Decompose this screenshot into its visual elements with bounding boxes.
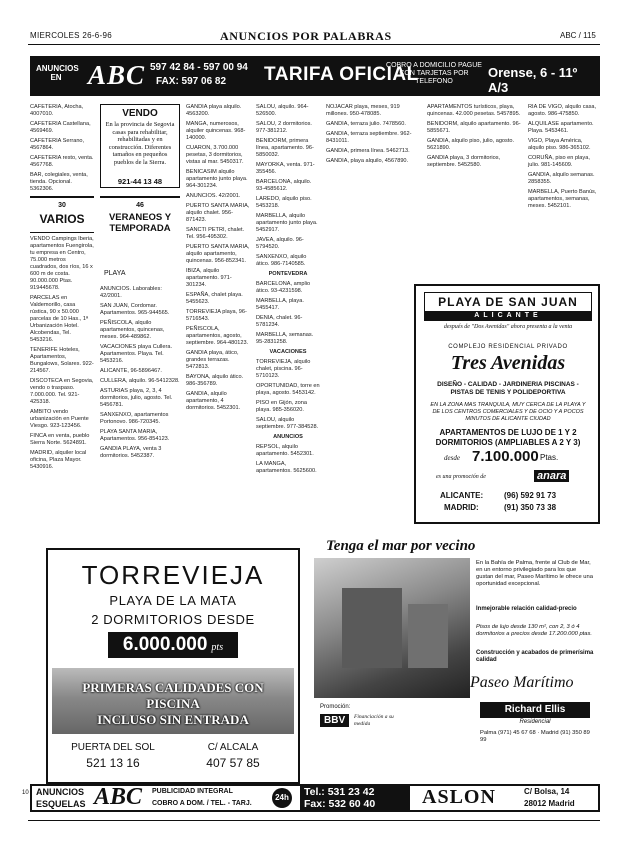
- building-shape: [408, 604, 448, 668]
- classified-ad: RIA DE VIGO, alquilo casa, agosto. 986-475850.: [528, 104, 597, 117]
- bank-note: Financiación a su medida: [354, 714, 394, 727]
- classified-ad: GANDIA, alquilo piso, julio, agosto. 5621890.: [427, 138, 515, 151]
- footer-middle2: COBRO A DOM. / TEL. - TARJ.: [152, 800, 252, 807]
- classified-ad: VACACIONES playa Cullera. Apartamentos. Playa. Tel. 5453216.: [100, 344, 173, 364]
- promoter-label: es una promoción de: [436, 474, 486, 480]
- san-juan-ad: [414, 284, 600, 524]
- torrevieja-photo: [52, 668, 294, 734]
- classified-ad: SALOU, alquilo septiembre. 977-384528.: [256, 417, 319, 430]
- bottom-rule: [28, 820, 600, 821]
- classified-ad: BENIDORM, alquilo apartamento. 96-5855671.: [427, 121, 521, 134]
- phone-city: MADRID:: [444, 503, 479, 512]
- agent-logo: Richard Ellis: [480, 702, 590, 718]
- classified-ad: PISO en Gijón, zona playa. 985-356020.: [256, 400, 307, 413]
- vendo-ad: [100, 104, 180, 188]
- agent-phones: Palma (971) 45 67 68 · Madrid (91) 350 89 99: [480, 730, 590, 743]
- classified-ad: PUERTO SANTA MARIA, alquilo chalet. 956-871423.: [186, 203, 250, 223]
- classified-ad: VENDO Campings Iberia, apartamentos Fuengirola, tu empresa en Centro, 75.000 metros cuadrados, dos ríos, 16 x 600 m de costa. 90.000.000 Ptas. 919445678.: [30, 236, 94, 291]
- vendo-text: En la provincia de Segovia casas para rehabilitar, rehabilitadas y en construcción. Diferentes tamaños en pequeños pueblos de la Sierra.: [105, 121, 175, 166]
- price-label: desde: [444, 454, 460, 462]
- header-date: MIERCOLES 26-6-96: [30, 31, 113, 40]
- classified-ad: GANDIA playa alquilo. 4563200.: [186, 104, 242, 117]
- classified-ad: SANXENXO, apartamentos Portonovo. 986-720345.: [100, 412, 169, 425]
- classified-ad: TORREVIEJA playa, 96-5716543.: [186, 309, 247, 322]
- classified-ad: CAFETERIA Serrano, 4567864.: [30, 138, 85, 151]
- contact-right-label: C/ ALCALA: [207, 742, 259, 753]
- footer-address2: 28012 Madrid: [524, 799, 575, 808]
- classified-ad: OPORTUNIDAD, torre en playa, agosto. 5453142.: [256, 383, 320, 396]
- footer-tel: Tel.: 531 23 42: [304, 786, 375, 798]
- subsection-heading: ANUNCIOS: [273, 434, 303, 440]
- phone-number: (91) 350 73 38: [504, 503, 557, 512]
- phone-number: (96) 592 91 73: [504, 491, 557, 500]
- bbv-logo: BBV: [320, 714, 349, 727]
- footer-banner: [30, 784, 600, 812]
- classified-ad: CULLERA, alquilo. 96-5412328.: [100, 378, 180, 384]
- classified-ad: VIGO, Playa América, alquilo piso. 986-365102.: [528, 138, 591, 151]
- classified-ad: NOJACAR playa, meses, 919 millones. 950-478085.: [326, 104, 400, 117]
- classified-ad: GANDIA, alquilo apartamento, 4 dormitorios. 5452301.: [186, 391, 241, 411]
- classified-ad: SALOU, 2 dormitorios. 977-381212.: [256, 121, 312, 134]
- classified-ad: CAFETERIA, Atocha, 4007010.: [30, 104, 84, 117]
- classified-ad: MARBELLA, playa. 5455417.: [256, 298, 304, 311]
- classified-ad: PUERTO SANTA MARIA, alquilo apartamento, quincenas. 956-852341.: [186, 244, 250, 264]
- san-juan-title: PLAYA DE SAN JUAN: [424, 292, 592, 312]
- section-number: 30: [58, 202, 66, 209]
- classified-ad: GANDIA PLAYA, venta 3 dormitorios. 5452387.: [100, 446, 162, 459]
- classified-ad: PEÑISCOLA, apartamentos, agosto, septiembre. 964-480123.: [186, 326, 249, 346]
- header-paper: ABC / 115: [560, 31, 596, 40]
- section-number: 46: [136, 202, 144, 209]
- classified-ad: APARTAMENTOS turísticos, playa, quincenas. 42.000 pesetas. 5457895.: [427, 104, 521, 117]
- vendo-phone: 921-44 13 48: [117, 177, 163, 186]
- contact-left-label: PUERTA DEL SOL: [71, 742, 155, 753]
- footer-fax: Fax: 532 60 40: [304, 798, 376, 810]
- classified-ad: AMBITO vendo urbanización en Puente Viesgo. 923-123456.: [30, 409, 89, 429]
- column-varios: [30, 236, 94, 544]
- classified-ad: GANDIA playa, ático, grandes terrazas. 5472813.: [186, 350, 239, 370]
- paseo-maritimo-logo: Paseo Marítimo: [470, 674, 574, 691]
- classified-ad: BAR, colegiales, venta, tienda. Opcional. 5362306.: [30, 172, 88, 192]
- classified-ad: BAYONA, alquilo ático. 986-356789.: [186, 374, 244, 387]
- phone-city: ALICANTE:: [440, 491, 484, 500]
- classified-ad: MAYORKA, venta. 971-355456.: [256, 162, 315, 175]
- torrevieja-line5: INCLUSO SIN ENTRADA: [97, 712, 249, 727]
- footer-abc-logo: ABC: [94, 784, 143, 810]
- aslon-logo: ASLON: [422, 786, 496, 808]
- classified-ad: BARCELONA, alquilo. 93-4585612.: [256, 179, 312, 192]
- torrevieja-line3: PRIMERAS CALIDADES CON: [82, 680, 264, 695]
- tarifa-banner: [30, 56, 600, 96]
- classified-ad: ANUNCIOS. 42/2001.: [186, 193, 241, 199]
- classified-ad: CORUÑA, piso en playa, julio. 981-145609.: [528, 155, 590, 168]
- classified-ad: ASTURIAS playa, 2, 3, 4 dormitorios, julio, agosto. Tel. 5456781.: [100, 388, 173, 408]
- classified-ad: GANDIA, terraza septiembre. 962-8431011.: [326, 131, 412, 144]
- feature-title: Construcción y acabados de primerísima calidad: [476, 650, 594, 663]
- playa-subheading: PLAYA: [104, 270, 126, 277]
- footer-left1: ANUNCIOS: [36, 787, 85, 797]
- classified-ad: PLAYA SANTA MARIA, Apartamentos. 956-854123.: [100, 429, 170, 442]
- classified-ad: DENIA, chalet. 96-5781234.: [256, 315, 303, 328]
- torrevieja-currency: pts: [211, 642, 224, 653]
- veraneo-header: [100, 196, 180, 250]
- classified-ad: GANDIA, primera línea. 5462713.: [326, 148, 410, 154]
- classified-ad: MADRID, alquiler local oficina, Plaza Mayor. 5430916.: [30, 450, 87, 470]
- complex-features: DISEÑO - CALIDAD - JARDINERIA PISCINAS - PISTAS DE TENIS Y POLIDEPORTIVA: [437, 381, 579, 396]
- contact-right-tel: 407 57 85: [206, 756, 260, 770]
- classified-ad: GANDIA, terraza julio. 7478560.: [326, 121, 406, 127]
- classified-ad: CUARON, 3.700.000 pesetas, 3 dormitorios, vistas al mar. 5450317.: [186, 145, 244, 165]
- footer-address1: C/ Bolsa, 14: [524, 787, 570, 796]
- feature-text: Pisos de lujo desde 130 m², con 2, 3 ó 4 dormitorios a precios desde 17.200.000 ptas.: [476, 624, 593, 637]
- promoter-logo: anara: [534, 470, 569, 482]
- promotion-label: Promoción:: [320, 704, 351, 710]
- torrevieja-price: 6.000.000: [122, 634, 208, 655]
- classified-ad: PEÑISCOLA, alquilo apartamentos, quincenas, meses. 964-489862.: [100, 320, 165, 340]
- offer-text: APARTAMENTOS DE LUJO DE 1 Y 2 DORMITORIOS (AMPLIABLES A 2 Y 3): [435, 428, 581, 447]
- section-title: VERANEOS Y TEMPORADA: [108, 212, 172, 234]
- classified-ad: LAREDO, alquilo piso. 5453218.: [256, 196, 312, 209]
- banner-phones: 597 42 84 - 597 00 94: [150, 62, 248, 73]
- agent-sub: Residencial: [519, 719, 551, 725]
- classified-ad: MARBELLA, Puerto Banús, apartamentos, semanas, meses. 5452101.: [528, 189, 597, 209]
- torrevieja-title: TORREVIEJA: [81, 560, 265, 590]
- classified-ad: IBIZA, alquilo apartamento. 971-301234.: [186, 268, 232, 288]
- classified-ad: TENERIFE Hoteles, Apartamentos, Bungalows, Solares. 922-214567.: [30, 347, 94, 374]
- classified-ad: FINCA en venta, pueblo Sierra Norte. 5624891.: [30, 433, 90, 446]
- torrevieja-line1: PLAYA DE LA MATA: [109, 593, 237, 608]
- column-5: [256, 104, 320, 544]
- classified-ad: GANDIA playa, 3 dormitorios, septiembre. 5452580.: [427, 155, 501, 168]
- torrevieja-price-box: [108, 632, 238, 658]
- torrevieja-line4: PISCINA: [146, 696, 200, 711]
- section-title: VARIOS: [39, 212, 85, 226]
- building-shape: [342, 588, 402, 668]
- classified-ad: SANXENXO, alquilo ático. 986-7140585.: [256, 254, 307, 267]
- classified-ad: MARBELLA, alquilo apartamento junto playa. 5452917.: [256, 213, 318, 233]
- footer-middle1: PUBLICIDAD INTEGRAL: [152, 788, 233, 795]
- varios-header: [30, 196, 94, 233]
- classified-ad: REPSOL, alquilo apartamento. 5452301.: [256, 444, 314, 457]
- subsection-heading: PONTEVEDRA: [268, 271, 308, 277]
- torrevieja-ad: [46, 548, 300, 784]
- feature-title: Inmejorable relación calidad-precio: [476, 606, 577, 612]
- banner-left-label: ANUNCIOS EN: [36, 64, 79, 82]
- classified-ad: CAFETERIA resto, venta. 4567768.: [30, 155, 94, 168]
- complex-name: Tres Avenidas: [450, 352, 566, 374]
- classified-ad: LA MANGA, apartamentos. 5625600.: [256, 461, 317, 474]
- column-6: [326, 104, 522, 280]
- header-section-title: ANUNCIOS POR PALABRAS: [220, 29, 392, 43]
- footer-left2: ESQUELAS: [36, 799, 86, 809]
- banner-abc-logo: ABC: [88, 60, 146, 90]
- classified-ad: ESPAÑA, chalet playa. 5455623.: [186, 292, 243, 305]
- classified-ad: TORREVIEJA, alquilo chalet, piscina. 96-5710123.: [256, 359, 311, 379]
- san-juan-city: ALICANTE: [424, 311, 592, 321]
- classified-ad: SANCTI PETRI, chalet. Tel. 956-495302.: [186, 227, 245, 240]
- classified-ad: MANGA, numerosos, alquiler quincenas. 968-140000.: [186, 121, 246, 141]
- header-rule: [28, 44, 600, 45]
- vendo-title: VENDO: [122, 108, 158, 119]
- mar-title: Tenga el mar por vecino: [326, 538, 476, 554]
- mar-ad: [310, 538, 600, 778]
- classified-ad: GANDIA, playa alquilo, 4567890.: [326, 158, 409, 164]
- column-cafeteria: [30, 104, 94, 192]
- complex-location: EN LA ZONA MAS TRANQUILA, MUY CERCA DE LA PLAYA Y DE LOS CENTROS COMERCIALES Y DE OCIO Y A POCOS MINUTOS DE ALICANTE CIUDAD: [430, 402, 586, 422]
- torrevieja-line2: 2 DORMITORIOS DESDE: [91, 612, 255, 627]
- classified-ad: MARBELLA, semanas. 95-2831258.: [256, 332, 314, 345]
- classified-ad: SALOU, alquilo. 964-526500.: [256, 104, 309, 117]
- column-7: [528, 104, 600, 280]
- banner-note: COBRO A DOMICILIO PAGUE CON TARJETAS POR TELEFONO: [386, 62, 482, 85]
- footer-24h-badge: 24h: [272, 788, 292, 808]
- contact-left-tel: 521 13 16: [86, 756, 140, 770]
- classified-ad: PARCELAS en Valdemorillo, casa rústica, 90 x 50.000 parcelas de 10 Has., 1ª Urbanización Hotel. Alcobendas, Tel. 5453216.: [30, 295, 89, 343]
- price-value: 7.100.000: [472, 448, 539, 465]
- subsection-heading: VACACIONES: [269, 349, 307, 355]
- banner-title: TARIFA OFICIAL: [264, 64, 419, 85]
- banner-address: Orense, 6 - 11º A/3: [488, 65, 578, 95]
- page-number: 10: [22, 790, 29, 796]
- price-currency: Ptas.: [540, 453, 559, 462]
- complex-label: COMPLEJO RESIDENCIAL PRIVADO: [448, 344, 568, 350]
- mar-photo: [314, 558, 470, 698]
- classified-ad: SAN JUAN, Cordomar. Apartamentos. 965-944565.: [100, 303, 170, 316]
- classified-ad: BARCELONA, amplio ático. 93-4231598.: [256, 281, 311, 294]
- mar-body: En la Bahía de Palma, frente al Club de Mar, en un entorno privilegiado para los que gustan del mar, Paseo Marítimo le ofrece una oportunidad excepcional.: [476, 560, 593, 587]
- classified-ad: ALQUILASE apartamento. Playa. 5453461.: [528, 121, 594, 134]
- classified-ad: BENIDORM, primera línea, apartamento. 96-5850032.: [256, 138, 314, 158]
- classified-ad: GANDIA, alquilo semanas. 2858355.: [528, 172, 595, 185]
- column-veraneo: [100, 286, 180, 544]
- classified-ad: CAFETERIA Castellana, 4569469.: [30, 121, 91, 134]
- classified-ad: DISCOTECA en Segovia, vendo o traspaso. 7.000.000. Tel. 921-425318.: [30, 378, 94, 405]
- column-4: [186, 104, 250, 544]
- classified-ad: BENICASIM alquilo apartamento junto playa. 964-301234.: [186, 169, 248, 189]
- classified-ad: ALICANTE, 96-5896467.: [100, 368, 162, 374]
- banner-fax: FAX: 597 06 82: [156, 76, 227, 87]
- san-juan-tagline: después de "Dos Avenidas" ahora presenta a la venta: [443, 324, 573, 330]
- classified-ad: ANUNCIOS. Laborables: 42/2001.: [100, 286, 162, 299]
- classified-ad: JAVEA, alquilo. 96-5794520.: [256, 237, 304, 250]
